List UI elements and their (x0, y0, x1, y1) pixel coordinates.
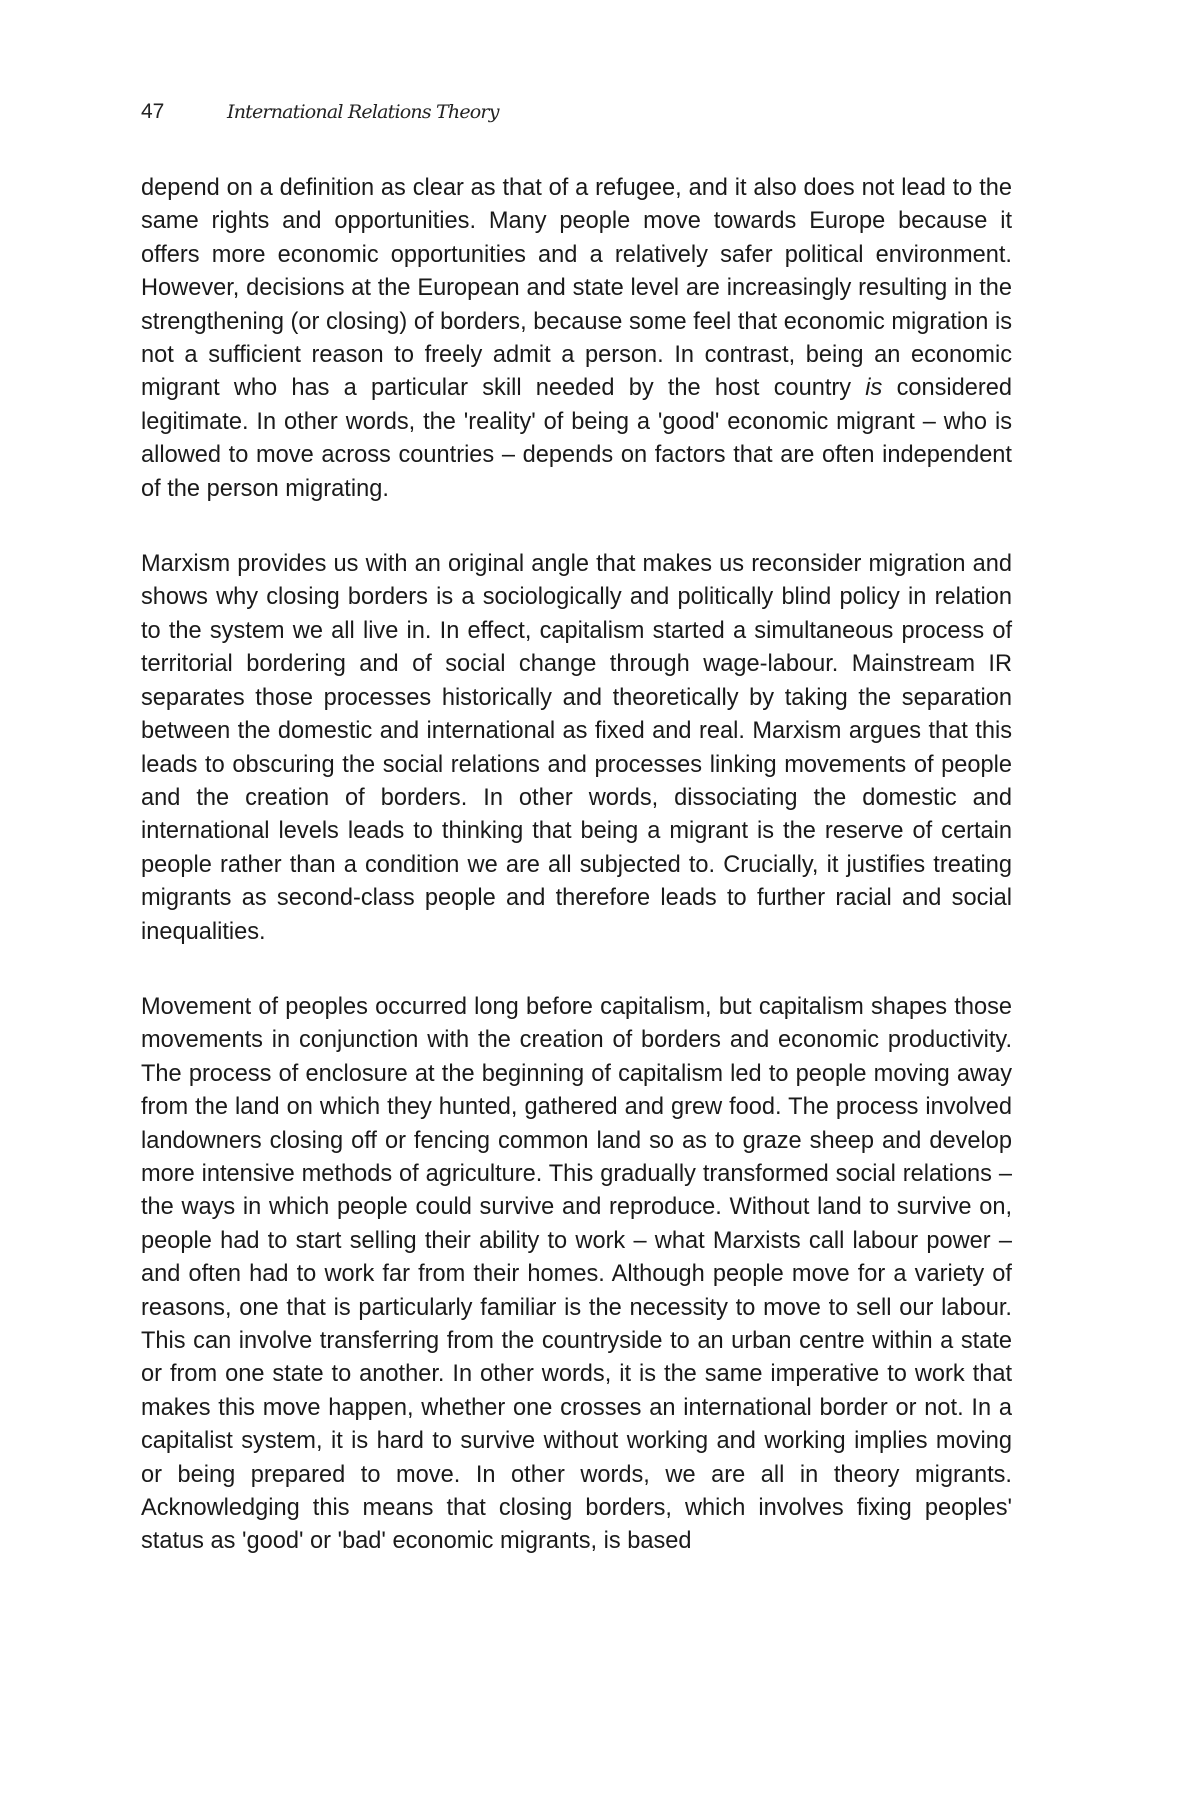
paragraph-1-emphasis: is (865, 375, 883, 402)
page-number: 47 (141, 100, 165, 123)
book-title: International Relations Theory (227, 101, 499, 123)
body-text (141, 172, 1012, 1559)
paragraph-1-text-after: considered legitimate. In other words, the 'reality' of being a 'good' economic migrant – who is allowed to move across countries – depends on factors that are often independent of the person migrating. (141, 375, 1012, 502)
paragraph-3: Movement of peoples occurred long before capitalism, but capitalism shapes those movements in conjunction with the creation of borders and economic productivity. The process of enclosure at the beginning of capitalism led to people moving away from the land on which they hunted, gathered and grew food. The process involved landowners closing off or fencing common land so as to graze sheep and develop more intensive methods of agriculture. This gradually transformed social relations – the ways in which people could survive and reproduce. Without land to survive on, people had to start selling their ability to work – what Marxists call labour power – and often had to work far from their homes. Although people move for a variety of reasons, one that is particularly familiar is the necessity to move to sell our labour. This can involve transferring from the countryside to an urban centre within a state or from one state to another. In other words, it is the same imperative to work that makes this move happen, whether one crosses an international border or not. In a capitalist system, it is hard to survive without working and working implies moving or being prepared to move. In other words, we are all in theory migrants. Acknowledging this means that closing borders, which involves fixing peoples' status as 'good' or 'bad' economic migrants, is based (141, 993, 1012, 1555)
paragraph-1-text-before: depend on a definition as clear as that of a refugee, and it also does not lead to the same rights and opportunities. Many people move towards Europe because it offers more economic opportunities and a relatively safer political environment. However, decisions at the European and state level are increasingly resulting in the strengthening (or closing) of borders, because some feel that economic migration is not a sufficient reason to freely admit a person. In contrast, being an economic migrant who has a particular skill needed by the host country (141, 175, 1012, 402)
running-header (141, 96, 499, 128)
paragraph-1 (141, 172, 1012, 506)
paragraph-2: Marxism provides us with an original angle that makes us reconsider migration and shows why closing borders is a sociologically and politically blind policy in relation to the system we all live in. In effect, capitalism started a simultaneous process of territorial bordering and of social change through wage-labour. Mainstream IR separates those processes historically and theoretically by taking the separation between the domestic and international as fixed and real. Marxism argues that this leads to obscuring the social relations and processes linking movements of people and the creation of borders. In other words, dissociating the domestic and international levels leads to thinking that being a migrant is the reserve of certain people rather than a condition we are all subjected to. Crucially, it justifies treating migrants as second-class people and therefore leads to further racial and social inequalities. (141, 551, 1012, 945)
